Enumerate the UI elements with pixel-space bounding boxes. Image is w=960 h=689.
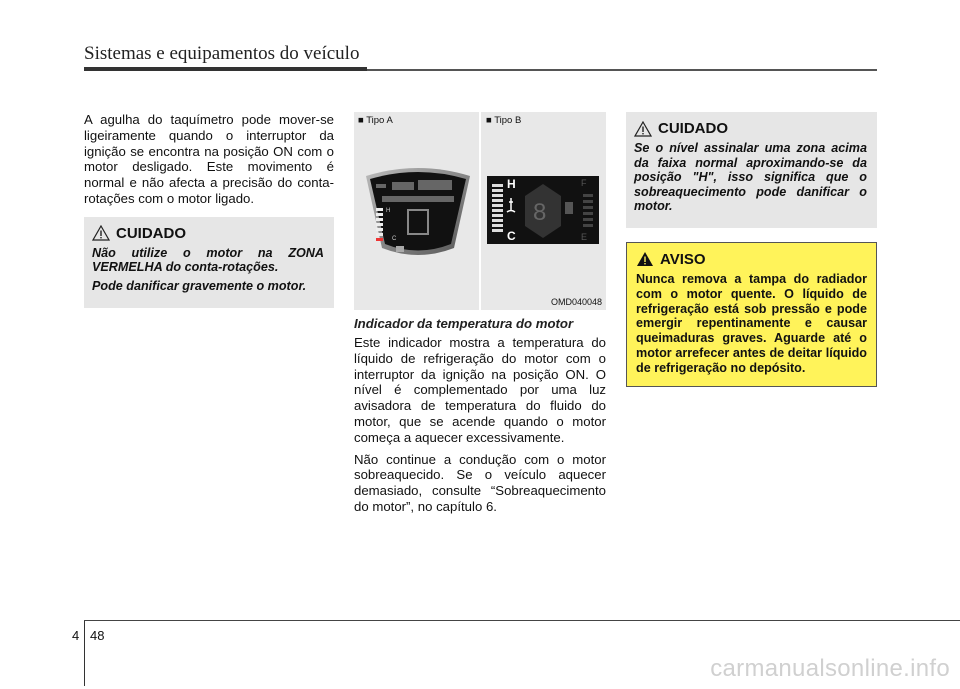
gauge-cold-label: C <box>507 229 516 243</box>
caution-box-right <box>626 112 877 228</box>
svg-text:8: 8 <box>533 199 547 226</box>
cluster-type-b-image <box>487 176 599 244</box>
footer-vertical-rule <box>84 620 85 686</box>
instrument-cluster-figure <box>354 112 606 310</box>
warning-header <box>636 251 867 268</box>
gauge-hot-label: H <box>507 177 516 191</box>
caution-header <box>92 225 324 242</box>
caution-title: CUIDADO <box>116 224 186 242</box>
caution-box-left <box>84 217 334 308</box>
watermark: carmanualsonline.info <box>710 655 950 682</box>
figure-divider <box>479 112 481 310</box>
gauge-empty-label: E <box>581 232 588 242</box>
cluster-type-a-image <box>362 162 474 262</box>
gauge-full-label: F <box>581 178 587 188</box>
header-rule-thin <box>367 69 877 71</box>
warning-triangle-filled-icon <box>636 251 654 267</box>
header-rule-thick <box>84 67 367 71</box>
temperature-paragraph: Este indicador mostra a temperatura do líquido de refrigeração do motor com o interruptor da ignição na posição ON. O nível é complementado por uma luz avisadora de temperatura do fluido do motor, que se acende quando o motor começa a aquecer excessivamente. <box>354 335 606 445</box>
caution-title: CUIDADO <box>658 120 728 137</box>
warning-triangle-icon <box>634 121 652 137</box>
column-middle <box>354 316 606 521</box>
warning-title: AVISO <box>660 250 706 268</box>
column-left <box>84 112 334 308</box>
caution-text: Se o nível assinalar uma zona acima da faixa normal aproximando-se da posição "H", isso significa que o sobreaquecimento pode danificar o motor. <box>634 141 867 214</box>
page-header-title: Sistemas e equipamentos do veículo <box>84 43 360 64</box>
warning-box <box>626 242 877 387</box>
page-number: 48 <box>90 628 105 643</box>
section-number: 4 <box>72 628 80 643</box>
svg-text:H: H <box>386 208 391 214</box>
figure-label-type-b: ■ Tipo B <box>486 115 522 126</box>
column-right <box>626 112 877 387</box>
tachometer-paragraph: A agulha do taquímetro pode mover-se ligeiramente quando o interruptor da ignição se encontra na posição ON com o motor desligado. Este movimento é normal e não afecta a precisão do conta-rotações com o motor ligado. <box>84 112 334 206</box>
svg-text:C: C <box>392 236 397 242</box>
caution-header <box>634 120 867 137</box>
footer-horizontal-rule <box>84 620 960 621</box>
overheat-paragraph: Não continue a condução com o motor sobreaquecido. Se o veículo aquecer demasiado, consulte “Sobreaquecimento do motor”, no capítulo 6. <box>354 451 606 514</box>
caution-line: Pode danificar gravemente o motor. <box>92 278 307 293</box>
figure-label-type-a: ■ Tipo A <box>358 115 393 126</box>
section-subheading: Indicador da temperatura do motor <box>354 316 574 331</box>
warning-triangle-icon <box>92 225 110 241</box>
caution-line: Não utilize o motor na ZONA VERMELHA do conta-rotações. <box>92 245 324 275</box>
figure-code: OMD040048 <box>550 297 602 307</box>
warning-text: Nunca remova a tampa do radiador com o motor quente. O líquido de refrigeração está sob pressão e pode emergir repentinamente e causar queimaduras graves. Aguarde até o motor arrefecer antes de deitar líquido de refrigeração no depósito. <box>636 271 867 375</box>
